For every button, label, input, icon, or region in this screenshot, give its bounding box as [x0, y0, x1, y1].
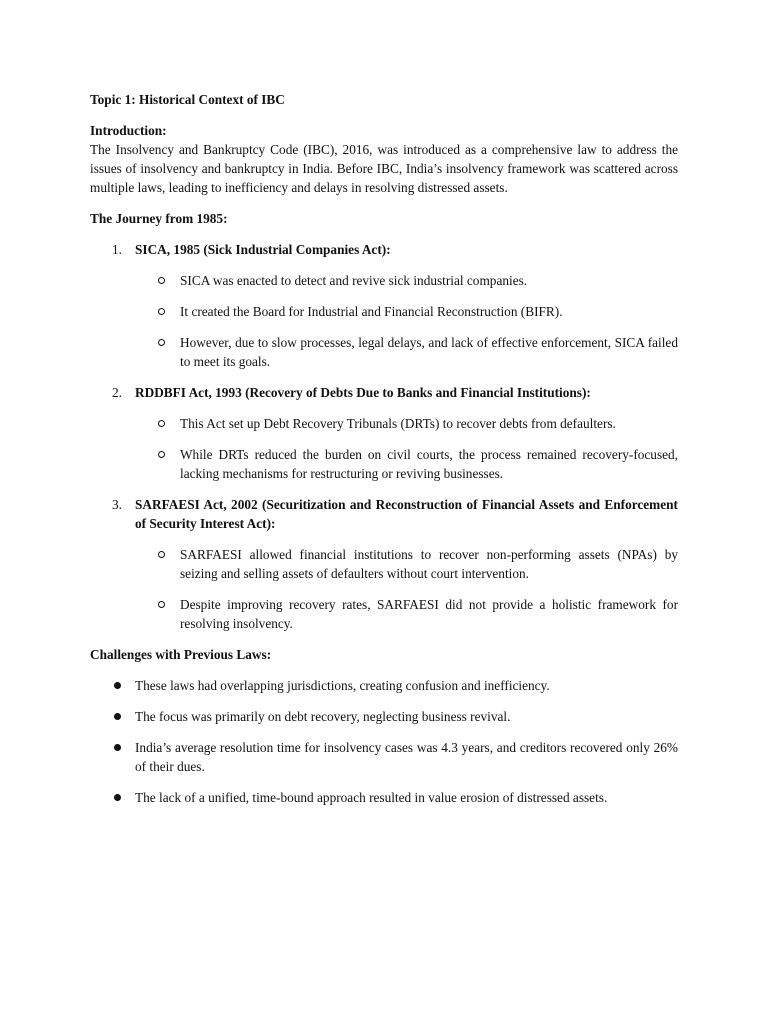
law-point	[90, 445, 678, 483]
law-heading: RDDBFI Act, 1993 (Recovery of Debts Due to Banks and Financial Institutions):	[135, 385, 591, 400]
law-heading: SICA, 1985 (Sick Industrial Companies Act):	[135, 242, 391, 257]
challenge-text: The lack of a unified, time-bound approach resulted in value erosion of distressed assets.	[135, 790, 608, 805]
law-item	[90, 495, 678, 533]
hollow-circle-bullet-icon	[158, 420, 165, 427]
law-point-text: SICA was enacted to detect and revive sick industrial companies.	[180, 273, 528, 288]
document-title: Topic 1: Historical Context of IBC	[90, 92, 285, 107]
filled-disc-bullet-icon	[114, 682, 121, 689]
intro-paragraph: The Insolvency and Bankruptcy Code (IBC), 2016, was introduced as a comprehensive law to address the issues of insolvency and bankruptcy in India. Before IBC, India’s insolvency framework was scattered across multiple laws, leading to inefficiency and delays in resolving distressed assets.	[90, 142, 678, 195]
hollow-circle-bullet-icon	[158, 551, 165, 558]
challenge-text: The focus was primarily on debt recovery, neglecting business revival.	[135, 709, 511, 724]
challenge-item	[90, 738, 678, 776]
law-item	[90, 383, 678, 402]
list-number: 3.	[112, 497, 122, 512]
law-point	[90, 545, 678, 583]
law-point	[90, 302, 678, 321]
hollow-circle-bullet-icon	[158, 601, 165, 608]
law-point-text: SARFAESI allowed financial institutions to recover non-performing assets (NPAs) by seizing and selling assets of defaulters without court intervention.	[180, 547, 678, 581]
filled-disc-bullet-icon	[114, 744, 121, 751]
law-point-text: Despite improving recovery rates, SARFAESI did not provide a holistic framework for resolving insolvency.	[180, 597, 678, 631]
list-number: 1.	[112, 242, 122, 257]
law-item	[90, 240, 678, 259]
challenges-heading: Challenges with Previous Laws:	[90, 647, 272, 662]
journey-heading: The Journey from 1985:	[90, 211, 228, 226]
list-number: 2.	[112, 385, 122, 400]
hollow-circle-bullet-icon	[158, 308, 165, 315]
law-point	[90, 333, 678, 371]
law-point	[90, 595, 678, 633]
hollow-circle-bullet-icon	[158, 339, 165, 346]
challenge-item	[90, 676, 678, 695]
challenge-item	[90, 707, 678, 726]
law-heading: SARFAESI Act, 2002 (Securitization and Reconstruction of Financial Assets and Enforcement of Security Interest Act):	[135, 497, 678, 531]
law-point-text: It created the Board for Industrial and Financial Reconstruction (BIFR).	[180, 304, 563, 319]
law-point-text: This Act set up Debt Recovery Tribunals (DRTs) to recover debts from defaulters.	[180, 416, 616, 431]
challenge-text: These laws had overlapping jurisdictions, creating confusion and inefficiency.	[135, 678, 550, 693]
intro-label: Introduction:	[90, 123, 167, 138]
law-point-text: While DRTs reduced the burden on civil courts, the process remained recovery-focused, lacking mechanisms for restructuring or reviving businesses.	[180, 447, 678, 481]
law-point-text: However, due to slow processes, legal delays, and lack of effective enforcement, SICA failed to meet its goals.	[180, 335, 678, 369]
hollow-circle-bullet-icon	[158, 277, 165, 284]
challenge-text: India’s average resolution time for insolvency cases was 4.3 years, and creditors recovered only 26% of their dues.	[135, 740, 678, 774]
law-point	[90, 414, 678, 433]
filled-disc-bullet-icon	[114, 713, 121, 720]
hollow-circle-bullet-icon	[158, 451, 165, 458]
challenge-item	[90, 788, 678, 807]
filled-disc-bullet-icon	[114, 794, 121, 801]
law-point	[90, 271, 678, 290]
